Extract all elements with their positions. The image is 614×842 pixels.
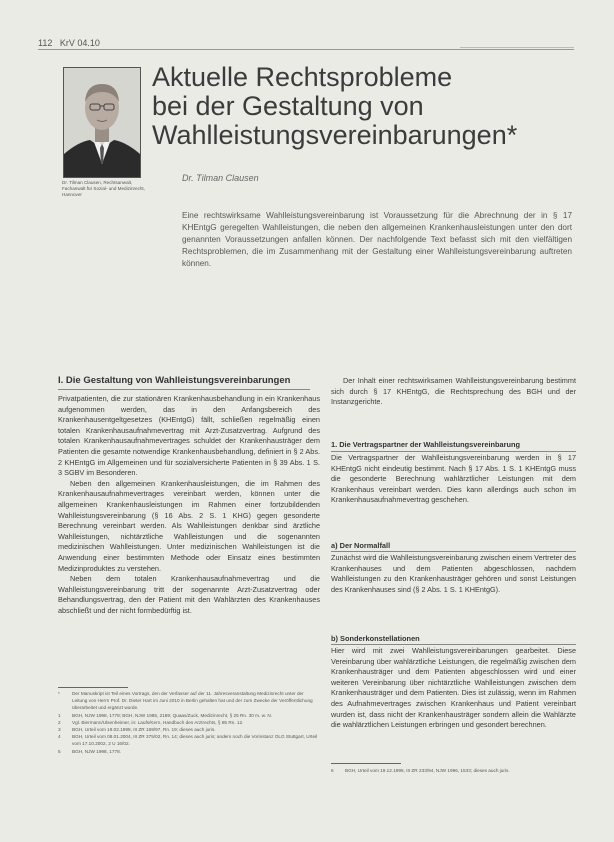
- page-number: 112: [38, 38, 53, 48]
- subsection-rule: [331, 551, 576, 552]
- body-paragraph: Neben den allgemeinen Krankenhausleistungen, die im Rahmen des Krankenhausaufnahmevertrages vereinbart werden, können unter die allgemeinen Krankenhausleistungen im Rahmen einer fortzubildenden Wahlleistungsvereinbarung (§ 16 Abs. 2 S. 1 KHG) gegen gesonderte Berechnung vereinbart werden. Als Wahlleistungen denkbar sind ärztliche Wahlleistungen, nichtärztliche Wahlleistungen und die sogenannten medizinischen Wahlleistungen. Unter medizinischen Wahlleistungen ist die Anwendung einer bestimmten Methode oder Einsatz eines bestimmten Medizinproduktes zu verstehen.: [58, 478, 320, 573]
- author-caption: Dr. Tilman Clausen, Rechtsanwalt, Fachanwalt für Sozial- und Medizinrecht, Hannover: [62, 180, 145, 197]
- section-heading: I. Die Gestaltung von Wahlleistungsvereinbarungen: [58, 375, 291, 386]
- footnote: [331, 767, 576, 774]
- subsection-rule: [331, 451, 576, 452]
- footnote-number: *: [58, 691, 60, 696]
- title-line: Wahlleistungsvereinbarungen*: [152, 120, 518, 150]
- footnote: [58, 726, 320, 733]
- footnote-text: BGH, Urteil vom 08.01.2004, III ZR 375/02, Rn. 14; dieses auch juris; anders noch die Vorinstanz OLG Stuttgart, Urteil vom 17.10.2002, 2 U 16/02.: [72, 734, 318, 747]
- portrait-image: [64, 68, 140, 177]
- header-rule-right: [460, 47, 574, 48]
- body-paragraph: Neben dem totalen Krankenhausaufnahmevertrag und die Wahlleistungsvereinbarung tritt der sogenannte Arzt-Zusatzvertrag oder Behandlungsvertrag, den der Patient mit den Wahlärzten des Krankenhauses abschließt und der nicht formbedürftig ist.: [58, 574, 320, 615]
- section-rule: [58, 389, 310, 390]
- footnote: [58, 733, 320, 747]
- right-intro: [331, 376, 576, 408]
- article-author: Dr. Tilman Clausen: [182, 173, 259, 183]
- author-photo: [63, 67, 141, 178]
- footnote-number: 2: [58, 719, 61, 725]
- footnote-rule: [58, 687, 128, 688]
- footnote-text: BGH, Urteil vom 19.02.1998, III ZR 169/97, Rn. 19; dieses auch juris.: [72, 727, 216, 733]
- body-paragraph: Hier wird mit zwei Wahlleistungsvereinbarungen gearbeitet. Diese Vereinbarung über wahlärztliche Leistungen, die regelmäßig zwischen dem Krankenhausträger und dem Patienten abgeschlossen wird und einer weiteren Vereinbarung über nichtärztliche Wahlleistungen zwischen dem Krankenhausträger und dem Patienten. Dies ist zulässig, wenn im Rahmen des Aufnahmevertrages zwischen Krankenhaus und Patient vereinbart wurden ist, dass nicht der Krankenhausträger sondern allein die Wahlärzte die wahlärztlichen Leistungen erbringen und gesondert berechnen.: [331, 646, 576, 730]
- body-paragraph: Die Vertragspartner der Wahlleistungsvereinbarung werden in § 17 KHEntgG nicht eindeutig bestimmt. Nach § 17 Abs. 1 S. 1 KHEntgG muss die gesonderte Berechnung wahlärztlicher Leistungen mit dem Krankenhaus vereinbart werden. Dies kann allerdings auch schon im Krankenhausaufnahmevertrag geschehen.: [331, 453, 576, 505]
- footnote: [58, 719, 320, 726]
- footnote-number: 1: [58, 712, 61, 718]
- left-column: [58, 394, 320, 616]
- page-header: [38, 38, 100, 48]
- abstract: Eine rechtswirksame Wahlleistungsvereinbarung ist Voraussetzung für die Abrechnung der in § 17 KHEntgG geregelten Wahlleistungen, die neben den allgemeinen Krankenhausleistungen unter den dort genannten Voraussetzungen anfallen können. Der nachfolgende Text befasst sich mit den vielfältigen Rechtsproblemen, die im Zusammenhang mit der Gestaltung einer Wahlleistungsvereinbarung auftreten können.: [182, 211, 572, 268]
- title-line: Aktuelle Rechtsprobleme: [152, 62, 453, 92]
- subsection-heading: b) Sonderkonstellationen: [331, 634, 420, 643]
- footnote-text: BGH, NJW 1998, 1778; BGH, NJW 1985, 2189; Quaas/Zuck, Medizinrecht, § 25 Rn. 30 m. w. N.: [72, 712, 273, 718]
- footnote-text: BGH, NJW 1998, 1778.: [72, 748, 121, 754]
- footnotes-left: [58, 690, 320, 755]
- footnote-rule: [331, 763, 401, 764]
- header-rule: [38, 49, 574, 50]
- footnote-text: Vgl. Biermann/Ulsenheimer, in: Laufs/Kern, Handbuch des Arztrechts, § 85 Rn. 12.: [72, 719, 244, 725]
- subsection-heading: a) Der Normalfall: [331, 541, 391, 550]
- footnote: [58, 748, 320, 755]
- body-paragraph: Der Inhalt einer rechtswirksamen Wahlleistungsvereinbarung bestimmt sich durch § 17 KHEntgG, die Rechtsprechung des BGH und der Instanzgerichte.: [331, 376, 576, 407]
- footnote-number: 5: [58, 748, 61, 754]
- journal-label: KrV 04.10: [59, 38, 100, 48]
- footnote-number: 6: [331, 768, 334, 773]
- body-paragraph: Zunächst wird die Wahlleistungsvereinbarung zwischen einem Vertreter des Krankenhauses und dem Patienten abgeschlossen, nachdem Wahlleistungen zu den Krankenhausträger gehören und sonst Leistungen des Krankenhauses sind (§ 2 Abs. 1 S. 1 KHEntgG).: [331, 553, 576, 594]
- body-paragraph: Privatpatienten, die zur stationären Krankenhausbehandlung in ein Krankenhaus aufgenommen werden, das in den Anfangsbereich des Krankenhausentgeltgesetzes (KHEntgG) fällt, schließen regelmäßig einen totalen Krankenhausaufnahmevertrag mit Arzt-Zusatzvertrag. Aufgrund des totalen Krankenhausaufnahmevertrages schuldet der Krankenhausträger dem Patienten die gesamte notwendige Krankenhausbehandlung, definiert in § 2 Abs. 2 KHEntgG im Allgemeinen und für sozialversicherte Patienten in § 39 Abs. 1 S. 3 SGBV im Besonderen.: [58, 394, 320, 478]
- subsection-rule: [331, 644, 576, 645]
- footnote-number: 3: [58, 727, 61, 733]
- footnote-text: BGH, Urteil vom 19.12.1995, III ZR 233/94, NJW 1996, 1533; dieses auch juris.: [345, 768, 510, 773]
- footnotes-right: [331, 767, 576, 774]
- subsection-heading: 1. Die Vertragspartner der Wahlleistungsvereinbarung: [331, 440, 521, 449]
- title-line: bei der Gestaltung von: [152, 91, 424, 121]
- article-title: [152, 63, 582, 150]
- footnote: [58, 712, 320, 719]
- footnote-text: Der Manuskript ist Teil eines Vortrags, den der Verfasser auf der 11. Jahresveranstaltung Medizinrecht unter der Leitung von Herrn Prof. Dr. Dieter Hart im Juni 2010 in Berlin gehalten hat und der zum Zwecke der Veröffentlichung überarbeitet und ergänzt wurde.: [72, 691, 313, 711]
- footnote-number: 4: [58, 734, 61, 740]
- footnote: [58, 690, 320, 712]
